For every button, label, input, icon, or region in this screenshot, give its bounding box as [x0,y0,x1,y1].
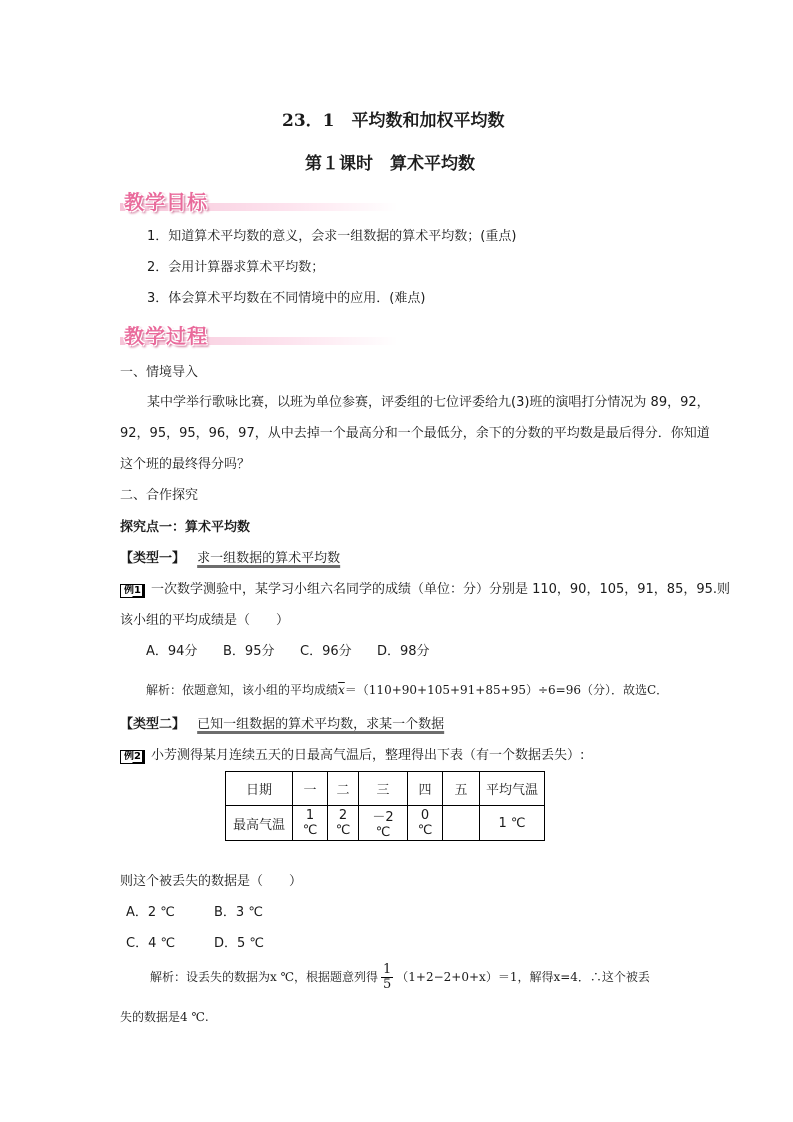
example-line [120,581,730,599]
table-cell: 三 [359,772,408,806]
solution-line: 失的数据是4 ℃. [120,1010,209,1024]
type-text: 求一组数据的算术平均数 [197,551,341,566]
option: C．96分 [300,644,352,659]
option: B．95分 [223,644,275,659]
point-heading: 探究点一：算术平均数 [120,520,251,535]
process-banner [120,320,410,350]
question-line: 则这个被丢失的数据是（ ） [120,874,303,889]
table-header-row [226,772,545,806]
section-heading: 一、情境导入 [120,365,199,380]
type-text: 已知一组数据的算术平均数，求某一个数据 [197,717,445,732]
goal-item: 1．知道算术平均数的意义，会求一组数据的算术平均数；(重点) [147,229,517,244]
table-row [226,806,545,841]
table-cell: 最高气温 [226,806,293,841]
option: D．5 ℃ [214,936,265,951]
page-subtitle: 第１课时 算术平均数 [305,154,475,174]
option: D．98分 [377,644,430,659]
table-cell: 1 ℃ [293,806,328,841]
goal-item: 3．体会算术平均数在不同情境中的应用．(难点) [147,291,426,306]
example-badge: 例1 [120,584,145,598]
table-cell: 0 ℃ [408,806,443,841]
table-cell: 四 [408,772,443,806]
option: A．2 ℃ [126,905,175,920]
option: C．4 ℃ [126,936,176,951]
table-cell: 一 [293,772,328,806]
table-cell: 日期 [226,772,293,806]
table-cell: 二 [328,772,359,806]
example-text: 一次数学测验中，某学习小组六名同学的成绩（单位：分）分别是 110，90，105，91，85，95.则 [150,582,731,597]
example-badge: 例2 [120,750,145,764]
type-label: 【类型一】 [120,551,186,566]
option: A．94分 [146,644,198,659]
example-text: 小芳测得某月连续五天的日最高气温后，整理得出下表（有一个数据丢失）: [150,748,585,763]
paragraph-line: 92，95，95，96，97，从中去掉一个最高分和一个最低分，余下的分数的平均数是最后得分．你知道 [120,426,710,441]
goal-item: 2．会用计算器求算术平均数； [147,260,325,275]
example-line: 该小组的平均成绩是（ ） [120,613,290,628]
goals-banner [120,186,410,216]
table-cell: －2 ℃ [359,806,408,841]
table-cell: 1 ℃ [480,806,545,841]
temperature-table [225,771,545,841]
example-line [120,747,584,765]
paragraph-line: 某中学举行歌咏比赛，以班为单位参赛，评委组的七位评委给九(3)班的演唱打分情况为 89，92， [147,395,710,410]
fraction: $\frac{1}{5}$ [383,962,392,992]
solution-line: 解析：依题意知，该小组的平均成绩$\overline{x}=(110+90+105+91+85+95)\div 6=96$（分）．故选C． [146,683,669,697]
type-label: 【类型二】 [120,717,186,732]
table-cell: 平均气温 [480,772,545,806]
process-banner-label: 教学过程 [124,324,208,348]
option: B．3 ℃ [214,905,263,920]
page-title: 23．1 平均数和加权平均数 [282,111,505,131]
table-cell: 2 ℃ [328,806,359,841]
paragraph-line: 这个班的最终得分吗？ [120,457,251,472]
type-heading [120,716,444,734]
table-cell [443,806,480,841]
section-heading: 二、合作探究 [120,488,199,503]
solution-line: 解析：设丢失的数据为x ℃，根据题意列得 $\frac{1}{5}$ （1+2−2+0+x）＝1，解得x=4．∴这个被丢 [150,962,650,992]
table-cell: 五 [443,772,480,806]
goals-banner-label: 教学目标 [124,190,208,214]
mean-symbol: $\overline{x}$ [338,683,345,697]
type-heading [120,550,340,568]
